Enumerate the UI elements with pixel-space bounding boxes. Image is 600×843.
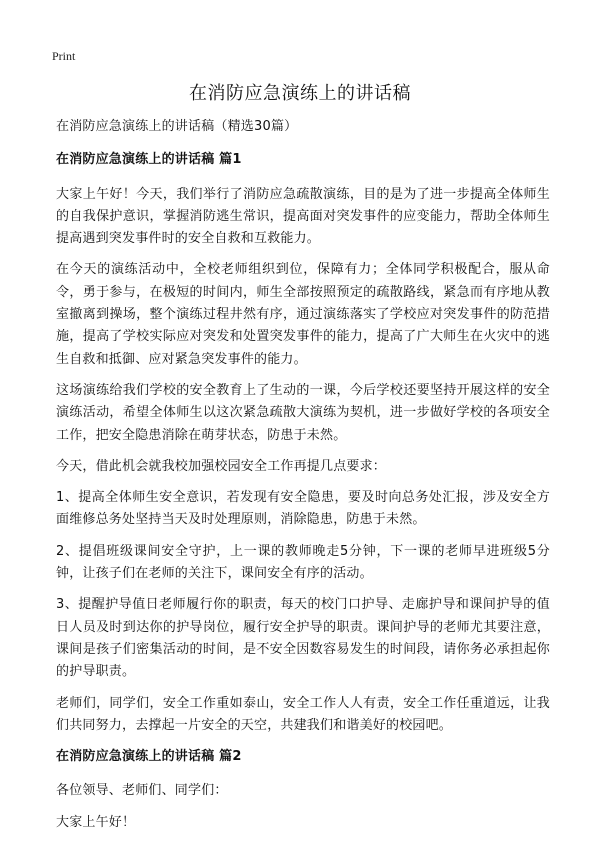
print-link[interactable]: Print [52,49,76,63]
paragraph: 3、提醒护导值日老师履行你的职责，每天的校门口护导、走廊护导和课间护导的值日人员及时到达你的护导岗位，履行安全护导的职责。课间护导的老师尤其要注意，课间是孩子们密集活动的时间，是不安全因数容易发生的时间段，请你务必承担起你的护导职责。 [56,597,550,680]
paragraph: 2、提倡班级课间安全守护，上一课的教师晚走5分钟，下一课的老师早进班级5分钟，让孩子们在老师的关注下，课间安全有序的活动。 [56,543,550,582]
document-body [56,116,550,843]
paragraph: 这场演练给我们学校的安全教育上了生动的一课，今后学校还要坚持开展这样的安全演练活动，希望全体师生以这次紧急疏散大演练为契机，进一步做好学校的各项安全工作，把安全隐患消除在萌芽状态，防患于未然。 [56,382,550,443]
paragraph: 在今天的演练活动中，全校老师组织到位，保障有力；全体同学积极配合，服从命令，勇于参与，在极短的时间内，师生全部按照预定的疏散路线，紧急而有序地从教室撤离到操场，整个演练过程井然有序，通过演练落实了学校应对突发事件的防范措施，提高了学校实际应对突发和处置突发事件的能力，提高了广大师生在火灾中的逃生自救和抵御、应对紧急突发事件的能力。 [56,262,550,367]
document-title: 在消防应急演练上的讲话稿 [189,83,411,104]
section-heading: 在消防应急演练上的讲话稿 篇2 [56,749,242,765]
section-heading: 在消防应急演练上的讲话稿 篇1 [56,152,242,168]
paragraph: 今天，借此机会就我校加强校园安全工作再提几点要求： [56,458,387,474]
paragraph: 老师们，同学们，安全工作重如泰山，安全工作人人有责，安全工作任重道远，让我们共同努力，去撑起一片安全的天空，共建我们和谐美好的校园吧。 [56,695,550,733]
paragraph: 大家上午好！今天，我们举行了消防应急疏散演练，目的是为了进一步提高全体师生的自我保护意识，掌握消防逃生常识，提高面对突发事件的应变能力，帮助全体师生提高遇到突发事件时的安全自救和互救能力。 [56,186,550,247]
document-subtitle: 在消防应急演练上的讲话稿（精选30篇） [56,119,298,134]
paragraph: 大家上午好！ [56,814,136,830]
paragraph: 各位领导、老师们、同学们： [56,783,228,799]
paragraph: 1、提高全体师生安全意识，若发现有安全隐患，要及时向总务处汇报，涉及安全方面维修总务处坚持当天及时处理原则，消除隐患，防患于未然。 [56,490,550,528]
